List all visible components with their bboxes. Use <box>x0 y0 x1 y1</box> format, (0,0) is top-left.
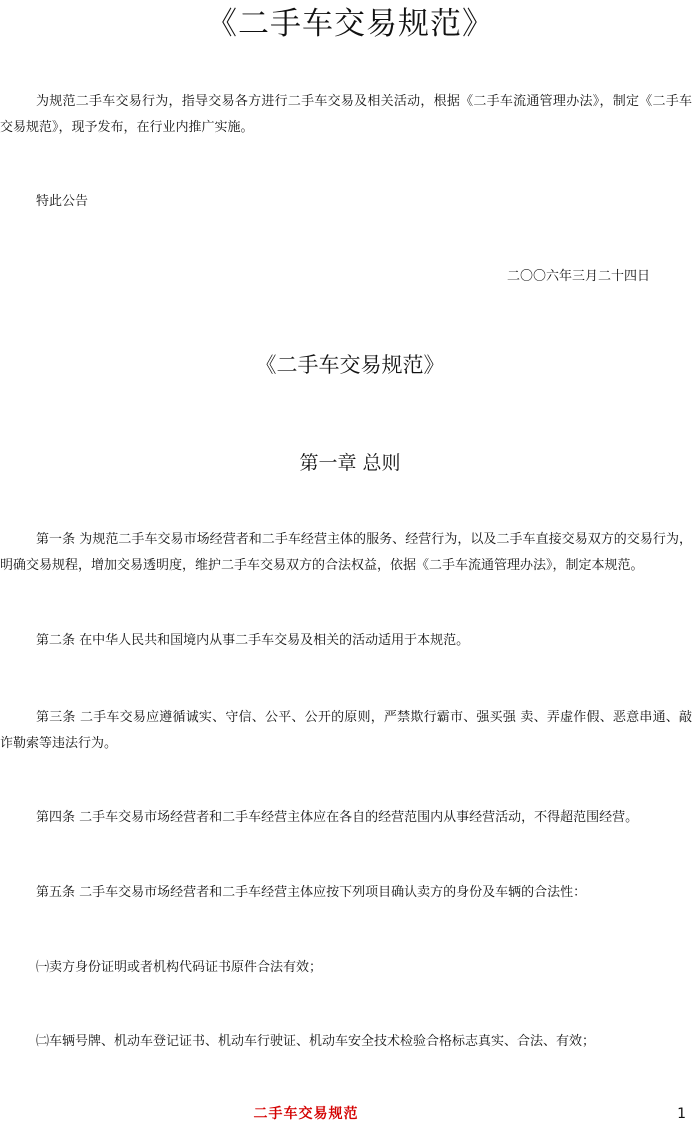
list-item-2: ㈡车辆号牌、机动车登记证书、机动车行驶证、机动车安全技术检验合格标志真实、合法、有效； <box>36 1034 596 1049</box>
article-2: 第二条 在中华人民共和国境内从事二手车交易及相关的活动适用于本规范。 <box>36 633 470 648</box>
article-1: 第一条 为规范二手车交易市场经营者和二手车经营主体的服务、经营行为，以及二手车直接交易双方的交易行为，明确交易规程，增加交易透明度，维护二手车交易双方的合法权益，依据《二手车流通管理办法》，制定本规范。 <box>0 532 692 573</box>
publish-date: 二〇〇六年三月二十四日 <box>506 269 650 284</box>
article-4: 第四条 二手车交易市场经营者和二手车经营主体应在各自的经营范围内从事经营活动，不得超范围经营。 <box>36 810 639 825</box>
intro-paragraph: 为规范二手车交易行为，指导交易各方进行二手车交易及相关活动，根据《二手车流通管理办法》，制定《二手车交易规范》，现予发布，在行业内推广实施。 <box>0 94 692 135</box>
regulation-title: 《二手车交易规范》 <box>255 353 445 377</box>
chapter-heading: 第一章 总则 <box>299 452 401 474</box>
page-number: 1 <box>677 1106 686 1122</box>
article-3: 第三条 二手车交易应遵循诚实、守信、公平、公开的原则，严禁欺行霸市、强买强 卖、弄虚作假、恶意串通、敲诈勒索等违法行为。 <box>0 710 692 751</box>
document-title: 《二手车交易规范》 <box>206 6 494 42</box>
footer-title: 二手车交易规范 <box>253 1106 359 1122</box>
notice-line: 特此公告 <box>36 194 89 209</box>
list-item-1: ㈠卖方身份证明或者机构代码证书原件合法有效； <box>36 960 323 975</box>
article-5: 第五条 二手车交易市场经营者和二手车经营主体应按下列项目确认卖方的身份及车辆的合法性： <box>36 885 587 900</box>
